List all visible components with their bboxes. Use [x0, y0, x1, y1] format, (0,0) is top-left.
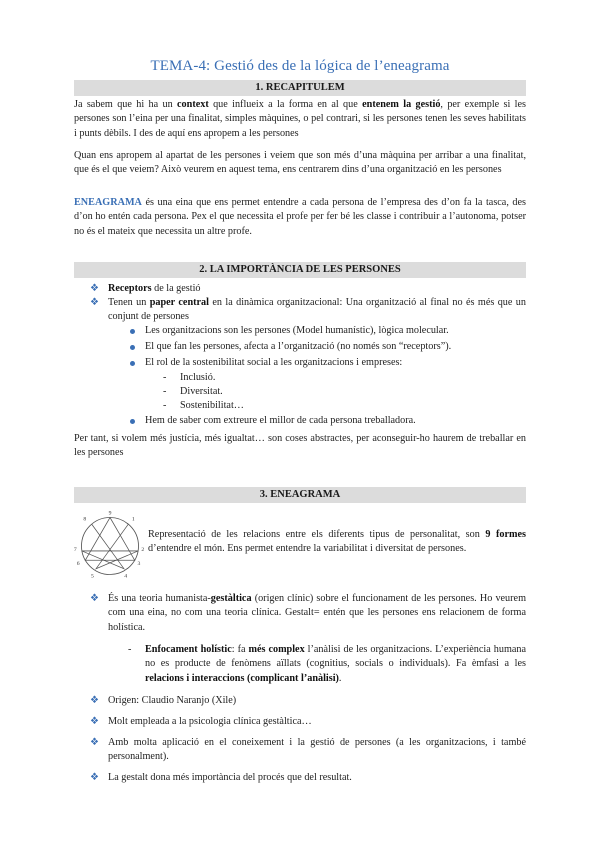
- enneagram-label: 6: [76, 561, 80, 567]
- sub-item-afecta: El que fan les persones, afecta a l’organització (no només son “receptors”).: [145, 341, 452, 352]
- bullet-dot-icon: [130, 329, 135, 334]
- enneagram-figure: [72, 508, 148, 584]
- enneagram-label: 8: [83, 516, 87, 523]
- list-item-paper-central: Tenen un paper central en la dinàmica organitzacional: Una organització al final no és més que un conjunt de persones: [108, 297, 526, 323]
- section-heading-importancia: 2. LA IMPORTÀNCIA DE LES PERSONES: [74, 262, 526, 278]
- enneagram-label: 5: [91, 573, 94, 580]
- section-heading-eneagrama: 3. ENEAGRAMA: [74, 487, 526, 503]
- paragraph-persones: Quan ens apropem al apartat de les persones i veiem que son més d’una màquina per arribar a una finalitat, que és el que veiem? Això veurem en aquest tema, ens centrarem dins d’una organització en les persones: [74, 150, 526, 176]
- enneagram-label: 9: [108, 510, 112, 517]
- enneagram-label: 2: [141, 546, 145, 553]
- dash-item-inclusio: Inclusió.: [180, 372, 216, 383]
- sub-item-enfocament-holistic: Enfocament holístic: fa més complex l’anàlisi de les organitzacions. L’experiència humana no es producte de fenòmens aïllats (cognitius, socials o individuals). Fa èmfasi a les relacions i interaccions (complicant l’anàlisi).: [145, 644, 527, 684]
- paragraph-context: Ja sabem que hi ha un context que influeix a la forma en al que entenem la gestió, per exemple si les persones son l’eina per una finalitat, simples màquines, o pel contrari, si les persones tenen les seves habilitats i punts dèbils. I des de aquí ens apropem a les persones: [74, 99, 526, 139]
- enneagram-label: 1: [131, 516, 135, 523]
- list-item-gestaltica: És una teoria humanista-gestàltica (origen clínic) sobre el funcionament de les persones. Ho veurem com una eina, no com una teoria clínica. Gestalt= entén que les persones ens relacionem de forma holística.: [108, 593, 526, 633]
- paragraph-representacio: Representació de les relacions entre els diferents tipus de personalitat, son 9 formes d’entendre el món. Ens permet entendre la variabilitat i diversitat de persones.: [148, 529, 526, 555]
- sub-item-millor: Hem de saber com extreure el millor de cada persona treballadora.: [145, 415, 416, 426]
- paragraph-eneagrama: ENEAGRAMA és una eina que ens permet entendre a cada persona de l’empresa des d’on fa la tasca, des d’on ho entén cada persona. Pex el que necessita el profe per fer bé les classe i contribuir a l’autonoma, potser no és el mateix que necessita un altre profe.: [74, 197, 526, 237]
- dash-bullet: -: [163, 386, 167, 397]
- page-title: TEMA-4: Gestió des de la lógica de l’eneagrama: [150, 58, 450, 74]
- enneagram-label: 3: [137, 561, 141, 567]
- dash-bullet: -: [163, 400, 167, 411]
- paragraph-justicia: Per tant, si volem més justícia, més igualtat… son coses abstractes, per aconseguir-ho haurem de treballar en les persones: [74, 433, 526, 459]
- diamond-bullet-icon: ❖: [90, 283, 99, 294]
- dash-bullet: -: [128, 644, 132, 655]
- diamond-bullet-icon: ❖: [90, 593, 99, 604]
- diamond-bullet-icon: ❖: [90, 297, 99, 308]
- list-item-receptors: Receptors de la gestió: [108, 283, 201, 294]
- dash-item-diversitat: Diversitat.: [180, 386, 223, 397]
- section-heading-recapitulem: 1. RECAPITULEM: [74, 80, 526, 96]
- diamond-bullet-icon: ❖: [90, 772, 99, 783]
- dash-bullet: -: [163, 372, 167, 383]
- sub-item-organitzacions: Les organitzacions son les persones (Model humanístic), lògica molecular.: [145, 325, 449, 336]
- enneagram-label: 4: [124, 573, 128, 580]
- list-item-origen: Origen: Claudio Naranjo (Xile): [108, 695, 237, 706]
- diamond-bullet-icon: ❖: [90, 695, 99, 706]
- diamond-bullet-icon: ❖: [90, 716, 99, 727]
- bullet-dot-icon: [130, 361, 135, 366]
- bullet-dot-icon: [130, 419, 135, 424]
- list-item-aplicacio: Amb molta aplicació en el coneixement i la gestió de persones (a les organitzacions, i també personalment).: [108, 737, 526, 763]
- dash-item-sostenibilitat: Sostenibilitat…: [180, 400, 244, 411]
- enneagram-label: 7: [73, 546, 77, 553]
- list-item-proces: La gestalt dona més importància del procés que del resultat.: [108, 772, 352, 783]
- diamond-bullet-icon: ❖: [90, 737, 99, 748]
- sub-item-sostenibilitat: El rol de la sostenibilitat social a les organitzacions i empreses:: [145, 357, 403, 368]
- bullet-dot-icon: [130, 345, 135, 350]
- list-item-psicologia: Molt empleada a la psicologia clínica gestàltica…: [108, 716, 312, 727]
